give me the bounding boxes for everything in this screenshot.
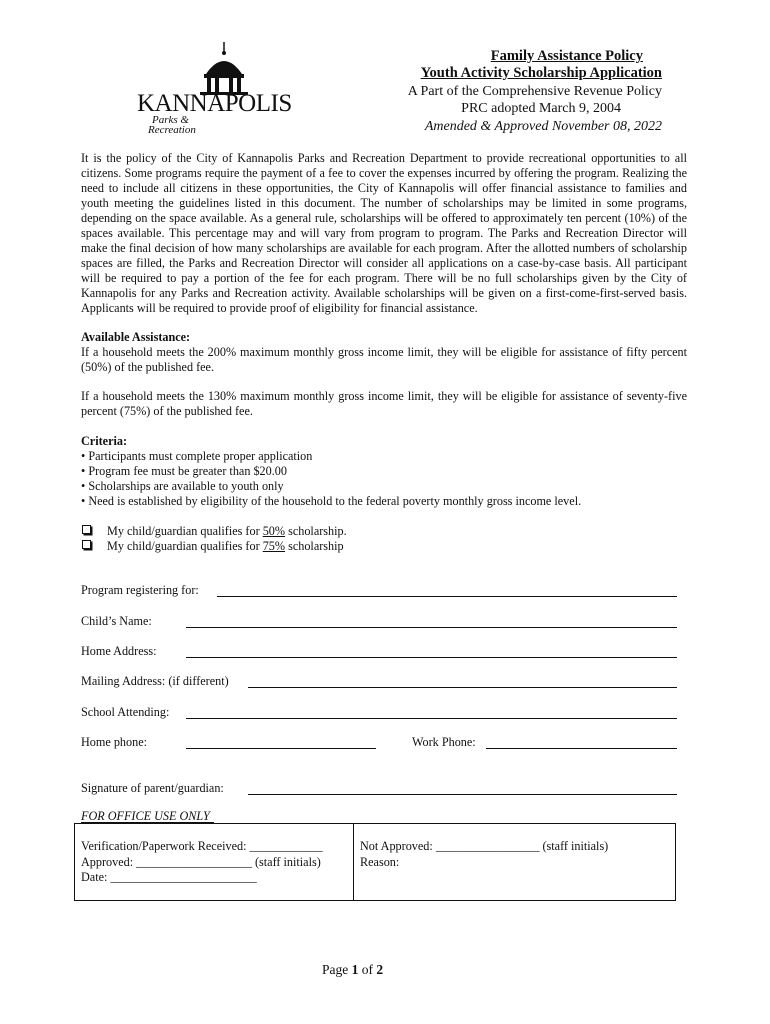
amended-date-line: Amended & Approved November 08, 2022: [424, 119, 662, 134]
criteria-item: • Participants must complete proper application: [81, 449, 313, 463]
program-field[interactable]: [217, 596, 677, 597]
intro-paragraph: It is the policy of the City of Kannapolis Parks and Recreation Department to provide recreational opportunities to all citizens. Some programs require the payment of a fee to cover the expenses incurred by offering the program. Realizing the need to include all citizens in these opportunities, the City of Kannapolis will offer financial assistance to families and youth meeting the guidelines listed in this document. The number of scholarships may be limited in some programs, depending on the space available. As a general rule, scholarships will be offered to approximately ten percent (10%) of the spaces available. This percentage may and will vary from program to program. The Parks and Recreation Director will make the final decision of how many scholarships are available for each program. After the allotted numbers of scholarship spaces are filled, the Parks and Recreation Director will consider all applications on a case-by-case basis. All participant will be required to pay a portion of the fee for each program. There will be no full scholarships given by the City of Kannapolis for any Parks and Recreation activity. Available scholarships will be given on a first-come-first-served basis. Applicants will be required to provide proof of eligibility for financial assistance.: [81, 151, 687, 315]
mailing-address-label: Mailing Address: (if different): [81, 674, 229, 688]
checkbox-50-percent[interactable]: My child/guardian qualifies for 50% scholarship.: [82, 524, 347, 539]
work-phone-label: Work Phone:: [412, 735, 476, 749]
school-label: School Attending:: [81, 705, 170, 719]
assistance-paragraph-2: If a household meets the 130% maximum monthly gross income limit, they will be eligible for assistance of seventy-five percent (75%) of the published fee.: [81, 389, 687, 418]
office-left-column: [81, 839, 323, 886]
child-name-field[interactable]: [186, 627, 677, 628]
checkbox-icon[interactable]: [82, 540, 91, 549]
revenue-policy-line: A Part of the Comprehensive Revenue Policy: [407, 84, 662, 99]
checkbox-icon[interactable]: [82, 525, 91, 534]
not-approved-line: Not Approved: _________________ (staff initials): [360, 839, 609, 853]
criteria-item: • Program fee must be greater than $20.00: [81, 464, 287, 478]
signature-label: Signature of parent/guardian:: [81, 781, 224, 795]
office-use-box: [74, 823, 676, 901]
criteria-heading: Criteria:: [81, 434, 128, 448]
child-name-label: Child’s Name:: [81, 614, 152, 628]
home-address-label: Home Address:: [81, 644, 157, 658]
policy-title: Family Assistance Policy: [490, 48, 643, 64]
verification-line: Verification/Paperwork Received: ____________: [81, 839, 323, 853]
adopted-date-line: PRC adopted March 9, 2004: [461, 101, 621, 116]
home-address-field[interactable]: [186, 657, 677, 658]
assistance-heading: Available Assistance:: [81, 330, 191, 344]
mailing-address-field[interactable]: [248, 687, 677, 688]
approved-line: Approved: ___________________ (staff initials): [81, 854, 321, 869]
office-use-heading: FOR OFFICE USE ONLY: [81, 809, 210, 823]
page-number: Page 1 of 2: [322, 962, 384, 977]
school-field[interactable]: [186, 718, 677, 719]
home-phone-field[interactable]: [186, 748, 376, 749]
logo-wordmark: KANNAPOLIS: [137, 90, 292, 117]
program-label: Program registering for:: [81, 583, 199, 597]
checkbox-75-percent[interactable]: My child/guardian qualifies for 75% scholarship: [82, 539, 344, 554]
office-box-divider: [353, 824, 354, 900]
criteria-item: • Need is established by eligibility of the household to the federal poverty monthly gross income level.: [81, 494, 582, 508]
home-phone-label: Home phone:: [81, 735, 148, 749]
logo-subtitle-parks: Parks &: [152, 114, 189, 126]
assistance-paragraph-1: If a household meets the 200% maximum monthly gross income limit, they will be eligible for assistance of fifty percent (50%) of the published fee.: [81, 345, 687, 374]
work-phone-field[interactable]: [486, 748, 677, 749]
signature-field[interactable]: [248, 794, 677, 795]
office-right-column: [360, 839, 608, 870]
date-line: Date: ________________________: [81, 870, 257, 884]
reason-line: Reason:: [360, 854, 400, 869]
application-title: Youth Activity Scholarship Application: [420, 65, 662, 81]
logo-subtitle-recreation: Recreation: [148, 124, 196, 136]
criteria-item: • Scholarships are available to youth only: [81, 479, 284, 493]
kannapolis-logo: [134, 40, 292, 136]
